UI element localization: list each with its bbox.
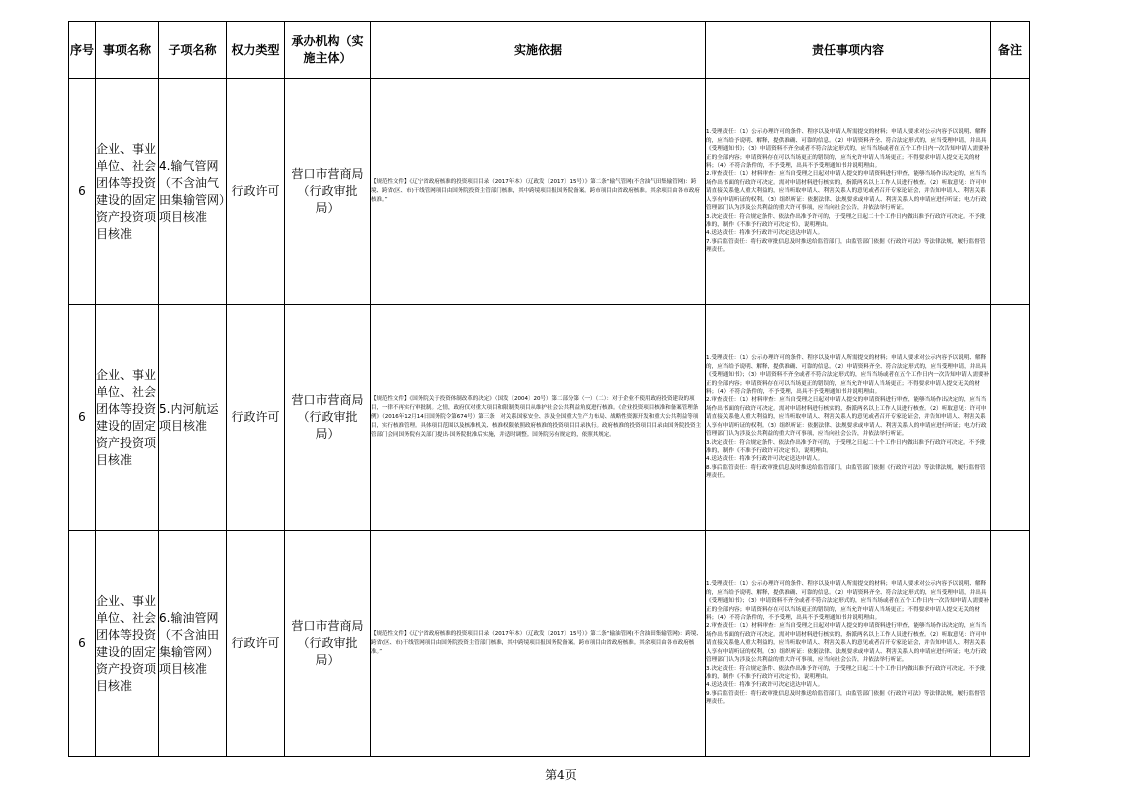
resp-decide: 3.决定责任：符合规定条件、依法作出准予许可的，于受理之日起二十个工作日内做出准予行政许可决定。不予批准的，制作《不准予行政许可决定书》，说明理由。 bbox=[706, 213, 986, 228]
responsibility-table bbox=[68, 21, 1030, 757]
resp-accept: 1.受理责任：（1）公示办理许可的条件、程序以及申请人所需提交的材料；申请人要求对公示内容予以说明、解释的，应当给予说明、解释，提供准确、可靠的信息。（2）申请资料齐全、符合法定形式的，应当受理申请，并出具《受理通知书》；（3）申请资料不齐全或者不符合法定形式的，应当当场或者在五个工作日内一次告知申请人需要补正的全部内容；申请资料存在可以当场更正的错误的，应当允许申请人当场更正；不得要求申请人提交无关的材料；（4）不符合条件的，不予受理，出具不予受理通知书并说明理由。 bbox=[706, 581, 990, 622]
resp-supervise: 7.事后监管责任：将行政审批信息及时推送给监管部门，由监管部门依据《行政许可法》等法律法规，履行监督管理责任。 bbox=[706, 238, 986, 254]
table-header-row bbox=[69, 22, 1030, 79]
resp-review: 2.审查责任：（1）材料审查：应当自受理之日起对申请人提交的申请资料进行审查，能够当场作出决定的，应当当场作出书面的行政许可决定。需对申请材料进行核实的，指派两名以上工作人员进行核查。（2）听取意见：许可申请直接关系他人重大利益的，应当听取申请人、利害关系人的意见或者召开专家论证会，并告知申请人、利害关系人享有申请听证的权利。（3）组织听证：依据法律、法规要求或申请人、利害关系人的申请应进行听证；电力行政管理部门认为涉及公共利益的重大许可事项，应当向社会公告，并依法举行听证。 bbox=[706, 171, 987, 212]
header-basis: 实施依据 bbox=[371, 22, 706, 79]
header-power-type: 权力类型 bbox=[227, 22, 285, 79]
resp-review: 2.审查责任：（1）材料审查：应当自受理之日起对申请人提交的申请资料进行审查，能够当场作出决定的，应当当场作出书面的行政许可决定。需对申请材料进行核实的，指派两名以上工作人员进行核查。（2）听取意见：许可申请直接关系他人重大利益的，应当听取申请人、利害关系人的意见或者召开专家论证会，并告知申请人、利害关系人享有申请听证的权利。（3）组织听证：依据法律、法规要求或申请人、利害关系人的申请应进行听证；电力行政管理部门认为涉及公共利益的重大许可事项，应当向社会公告，并依法举行听证。 bbox=[706, 623, 987, 664]
row-no: 6 bbox=[69, 305, 96, 531]
resp-accept: 1.受理责任：（1）公示办理许可的条件、程序以及申请人所需提交的材料；申请人要求对公示内容予以说明、解释的，应当给予说明、解释，提供准确、可靠的信息。（2）申请资料齐全、符合法定形式的，应当受理申请，并出具《受理通知书》；（3）申请资料不齐全或者不符合法定形式的，应当当场或者在五个工作日内一次告知申请人需要补正的全部内容；申请资料存在可以当场更正的错误的，应当允许申请人当场更正；不得要求申请人提交无关的材料；（4）不符合条件的，不予受理，出具不予受理通知书并说明理由。 bbox=[706, 355, 990, 396]
header-agency: 承办机构（实施主体） bbox=[285, 22, 371, 79]
resp-deliver: 4.送达责任：将准予行政许可决定送达申请人。 bbox=[706, 230, 824, 237]
header-responsibility: 责任事项内容 bbox=[706, 22, 991, 79]
resp-supervise: 9.事后监管责任：将行政审批信息及时推送给监管部门，由监管部门依据《行政许可法》等法律法规，履行监督管理责任。 bbox=[706, 690, 986, 706]
row-power-type: 行政许可 bbox=[227, 305, 285, 531]
row-remarks bbox=[991, 79, 1030, 305]
resp-deliver: 4.送达责任：将准予行政许可决定送达申请人。 bbox=[706, 682, 824, 689]
row-item: 企业、事业单位、社会团体等投资建设的固定资产投资项目核准 bbox=[96, 305, 159, 531]
resp-decide: 3.决定责任：符合规定条件、依法作出准予许可的，于受理之日起二十个工作日内做出准予行政许可决定。不予批准的，制作《不准予行政许可决定书》，说明理由。 bbox=[706, 439, 986, 454]
row-subitem: 6.输油管网（不含油田集输管网）项目核准 bbox=[159, 531, 227, 757]
header-no: 序号 bbox=[69, 22, 96, 79]
resp-review: 2.审查责任：（1）材料审查：应当自受理之日起对申请人提交的申请资料进行审查，能够当场作出决定的，应当当场作出书面的行政许可决定。需对申请材料进行核实的，指派两名以上工作人员进行核查。（2）听取意见：许可申请直接关系他人重大利益的，应当听取申请人、利害关系人的意见或者召开专家论证会，并告知申请人、利害关系人享有申请听证的权利。（3）组织听证：依据法律、法规要求或申请人、利害关系人的申请应进行听证；电力行政管理部门认为涉及公共利益的重大许可事项，应当向社会公告，并依法举行听证。 bbox=[706, 397, 987, 438]
table-row bbox=[69, 305, 1030, 531]
resp-deliver: 4.送达责任：将准予行政许可决定送达申请人。 bbox=[706, 456, 824, 463]
resp-supervise: 8.事后监管责任：将行政审批信息及时推送给监管部门，由监管部门依据《行政许可法》等法律法规，履行监督管理责任。 bbox=[706, 464, 986, 480]
row-subitem: 4.输气管网（不含油气田集输管网）项目核准 bbox=[159, 79, 227, 305]
row-agency: 营口市营商局（行政审批局） bbox=[285, 79, 371, 305]
page-number: 第4页 bbox=[545, 768, 577, 782]
row-remarks bbox=[991, 531, 1030, 757]
row-no: 6 bbox=[69, 79, 96, 305]
row-basis: 【规范性文件】《国务院关于投资体制改革的决定》（国发〔2004〕20号）第二部分第（一）（二）：对于企业不使用政府投资建设的项目，一律不再实行审批制。之情，政府仅对重大项目和限制类项目从维护社会公共利益角度进行核准。《企业投资项目核准和备案管理条例》（2016年12月14日国务院令第674号）第三条 对关系国家安全、涉及全国重大生产力布局、战略性资源开发和重大公共利益等项目，实行核准管理。具体项目范围以及核准机关、核准权限依照政府核准的投资项目目录执行。政府核准的投资项目目录由国务院投资主管部门会同国务院有关部门提出·国务院批准后实施，并适时调整。国务院另有规定的，依照其规定。 bbox=[371, 305, 706, 531]
row-agency: 营口市营商局（行政审批局） bbox=[285, 531, 371, 757]
header-item: 事项名称 bbox=[96, 22, 159, 79]
table-row bbox=[69, 79, 1030, 305]
header-remarks: 备注 bbox=[991, 22, 1030, 79]
row-basis: 【规范性文件】《辽宁省政府核准的投资项目目录（2017年本）（辽政发〔2017〕15号）》第二条“输油管网(不含油田集输管网)：跨境、跨省(区、市)干线管网项目由国务院投资主管部门核准，其中跨境项目报国务院备案。跨市项目由省政府核准。其余项目由各市政府核准。” bbox=[371, 531, 706, 757]
row-responsibility bbox=[706, 305, 991, 531]
row-responsibility bbox=[706, 531, 991, 757]
resp-accept: 1.受理责任：（1）公示办理许可的条件、程序以及申请人所需提交的材料；申请人要求对公示内容予以说明、解释的，应当给予说明、解释，提供准确、可靠的信息。（2）申请资料齐全、符合法定形式的，应当受理申请，并出具《受理通知书》；（3）申请资料不齐全或者不符合法定形式的，应当当场或者在五个工作日内一次告知申请人需要补正的全部内容；申请资料存在可以当场更正的错误的，应当允许申请人当场更正；不得要求申请人提交无关的材料；（4）不符合条件的，不予受理，出具不予受理通知书并说明理由。 bbox=[706, 129, 990, 170]
row-subitem: 5.内河航运项目核准 bbox=[159, 305, 227, 531]
row-item: 企业、事业单位、社会团体等投资建设的固定资产投资项目核准 bbox=[96, 79, 159, 305]
row-power-type: 行政许可 bbox=[227, 79, 285, 305]
row-power-type: 行政许可 bbox=[227, 531, 285, 757]
row-basis: 【规范性文件】《辽宁省政府核准的投资项目目录（2017年本）（辽政发〔2017〕15号）》第二条“输气管网(不含油气田集输管网)：跨境、跨省(区、市)干线管网项目由国务院投资主管部门核准，其中跨境项目报国务院备案。跨市项目由省政府核准。其余项目由各市政府核准。” bbox=[371, 79, 706, 305]
row-no: 6 bbox=[69, 531, 96, 757]
row-remarks bbox=[991, 305, 1030, 531]
row-agency: 营口市营商局（行政审批局） bbox=[285, 305, 371, 531]
row-responsibility bbox=[706, 79, 991, 305]
table-row bbox=[69, 531, 1030, 757]
resp-decide: 3.决定责任：符合规定条件、依法作出准予许可的，于受理之日起二十个工作日内做出准予行政许可决定。不予批准的，制作《不准予行政许可决定书》，说明理由。 bbox=[706, 665, 986, 680]
header-subitem: 子项名称 bbox=[159, 22, 227, 79]
row-item: 企业、事业单位、社会团体等投资建设的固定资产投资项目核准 bbox=[96, 531, 159, 757]
